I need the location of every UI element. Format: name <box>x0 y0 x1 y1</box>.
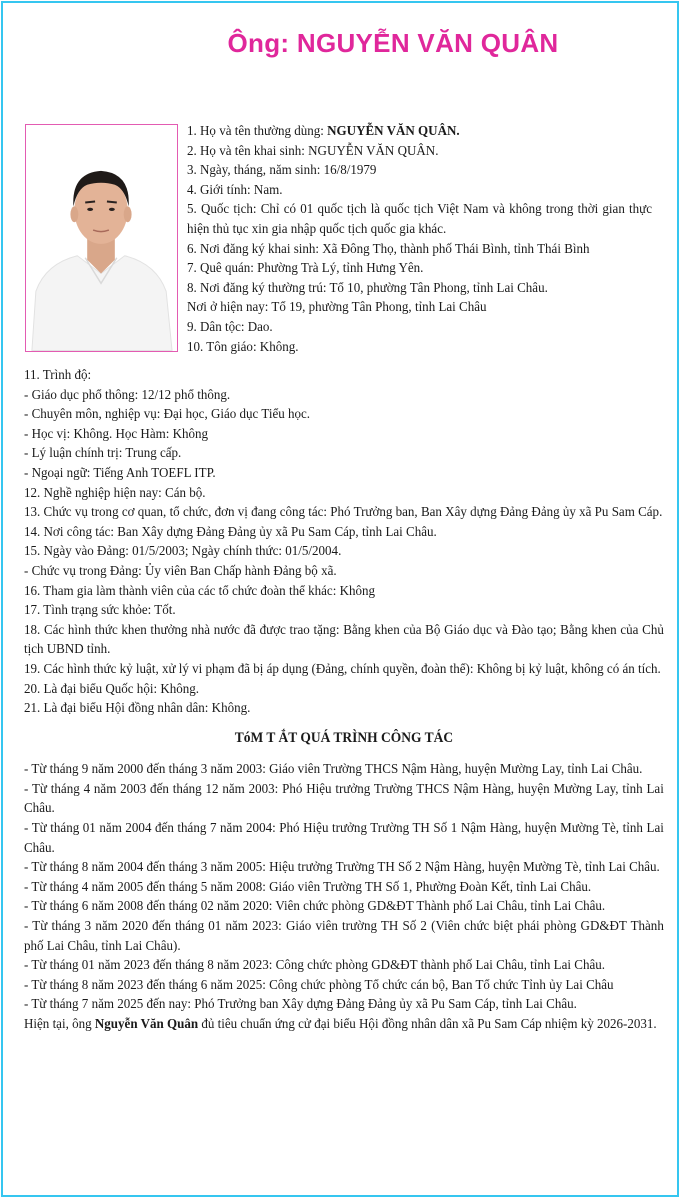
common-name-line: 1. Họ và tên thường dùng: NGUYỄN VĂN QUÂN. <box>187 124 460 139</box>
workplace-line: 14. Nơi công tác: Ban Xây dựng Đảng Đảng ủy xã Pu Sam Cáp, tỉnh Lai Châu. <box>24 524 437 540</box>
birth-date-line: 3. Ngày, tháng, năm sinh: 16/8/1979 <box>187 163 377 179</box>
candidate-name: Nguyễn Văn Quân <box>94 1017 199 1032</box>
career-item: - Từ tháng 8 năm 2004 đến tháng 3 năm 2005: Hiệu trưởng Trường TH Số 2 Nậm Hàng, huyện Mường Tè, tỉnh Lai Châu. <box>24 860 660 876</box>
page-title: Ông: NGUYỄN VĂN QUÂN <box>227 28 559 58</box>
person-silhouette-icon <box>26 125 177 351</box>
career-item: - Từ tháng 4 năm 2003 đến tháng 12 năm 2003: Phó Hiệu trưởng Trường THCS Nậm Hàng, huyện Mường Lay, tỉnh Lai Châu. <box>24 781 664 817</box>
education-heading: 11. Trình độ: <box>24 368 92 383</box>
career-item: - Từ tháng 01 năm 2004 đến tháng 7 năm 2004: Phó Hiệu trưởng Trường TH Số 1 Nậm Hàng, huyện Mường Tè, tỉnh Lai Châu. <box>24 821 664 856</box>
organizations-line: 16. Tham gia làm thành viên của các tổ chức đoàn thể khác: Không <box>24 583 376 599</box>
ethnicity-line: 9. Dân tộc: Dao. <box>187 319 273 335</box>
occupation-line: 12. Nghề nghiệp hiện nay: Cán bộ. <box>24 485 206 501</box>
career-item: - Từ tháng 01 năm 2023 đến tháng 8 năm 2023: Công chức phòng GD&ĐT thành phố Lai Châu, tỉnh Lai Châu. <box>24 958 606 974</box>
closing-statement: Hiện tại, ông Nguyễn Văn Quân đủ tiêu chuẩn ứng cử đại biểu Hội đồng nhân dân xã Pu Sam Cáp nhiệm kỳ 2026-2031. <box>24 1017 657 1032</box>
education-language: - Ngoại ngữ: Tiếng Anh TOEFL ITP. <box>24 465 216 481</box>
nationality-line: 5. Quốc tịch: Chỉ có 01 quốc tịch là quốc tịch Việt Nam và không trong thời gian thực hiện thủ tục xin gia nhập quốc tịch quốc gia khác. <box>187 202 652 237</box>
career-item: - Từ tháng 8 năm 2023 đến tháng 6 năm 2025: Công chức phòng Tổ chức cán bộ, Ban Tổ chức Tỉnh ủy Lai Châu <box>24 977 614 993</box>
gender-line: 4. Giới tính: Nam. <box>187 182 283 198</box>
permanent-residence-line: 8. Nơi đăng ký thường trú: Tổ 10, phường Tân Phong, tỉnh Lai Châu. <box>187 280 548 296</box>
career-item: - Từ tháng 3 năm 2020 đến tháng 01 năm 2023: Giáo viên trường TH Số 2 (Viên chức biệt phái phòng GD&ĐT Thành phố Lai Châu, tỉnh Lai Châu). <box>24 919 664 954</box>
career-summary-heading: TóM T ẮT QUÁ TRÌNH CÔNG TÁC <box>234 729 454 746</box>
career-list <box>24 760 664 1034</box>
hometown-line: 7. Quê quán: Phường Trà Lý, tỉnh Hưng Yên. <box>187 261 424 277</box>
birth-name-line: 2. Họ và tên khai sinh: NGUYỄN VĂN QUÂN. <box>187 143 439 159</box>
education-general: - Giáo dục phổ thông: 12/12 phổ thông. <box>24 387 231 403</box>
party-join-line: 15. Ngày vào Đảng: 01/5/2003; Ngày chính thức: 01/5/2004. <box>24 544 342 560</box>
birth-registration-line: 6. Nơi đăng ký khai sinh: Xã Đông Thọ, thành phố Thái Bình, tỉnh Thái Bình <box>187 241 590 257</box>
current-residence-line: Nơi ở hiện nay: Tổ 19, phường Tân Phong, tỉnh Lai Châu <box>187 300 487 316</box>
health-line: 17. Tình trạng sức khỏe: Tốt. <box>24 603 176 619</box>
education-degree: - Học vị: Không. Học Hàm: Không <box>24 426 209 442</box>
career-item: - Từ tháng 9 năm 2000 đến tháng 3 năm 2003: Giáo viên Trường THCS Nậm Hàng, huyện Mường Lay, tỉnh Lai Châu. <box>24 762 643 778</box>
awards-line: 18. Các hình thức khen thưởng nhà nước đã được trao tặng: Bằng khen của Bộ Giáo dục và Đào tạo; Bằng khen của Chủ tịch UBND tỉnh. <box>24 622 664 658</box>
career-item: - Từ tháng 6 năm 2008 đến tháng 02 năm 2020: Viên chức phòng GD&ĐT Thành phố Lai Châu, tỉnh Lai Châu. <box>24 899 606 915</box>
common-name: NGUYỄN VĂN QUÂN. <box>327 124 460 139</box>
career-item: - Từ tháng 7 năm 2025 đến nay: Phó Trưởng ban Xây dựng Đảng Đảng ủy xã Pu Sam Cáp, tỉnh Lai Châu. <box>24 997 577 1013</box>
career-item: - Từ tháng 4 năm 2005 đến tháng 5 năm 2008: Giáo viên Trường TH Số 1, Phường Đoàn Kết, tỉnh Lai Châu. <box>24 879 592 895</box>
national-assembly-line: 20. Là đại biểu Quốc hội: Không. <box>24 681 200 697</box>
peoples-council-line: 21. Là đại biểu Hội đồng nhân dân: Không. <box>24 701 251 717</box>
party-position-line: - Chức vụ trong Đảng: Ủy viên Ban Chấp hành Đảng bộ xã. <box>24 563 337 579</box>
discipline-line: 19. Các hình thức kỷ luật, xử lý vi phạm đã bị áp dụng (Đảng, chính quyền, đoàn thể): Không bị kỷ luật, không có án tích. <box>24 661 661 677</box>
details-list <box>24 366 664 1035</box>
education-politics: - Lý luận chính trị: Trung cấp. <box>24 446 182 462</box>
portrait-photo <box>25 124 178 352</box>
personal-info <box>187 122 652 357</box>
religion-line: 10. Tôn giáo: Không. <box>187 339 299 355</box>
position-line: 13. Chức vụ trong cơ quan, tổ chức, đơn vị đang công tác: Phó Trưởng ban, Ban Xây dựng Đảng Đảng ủy xã Pu Sam Cáp. <box>24 505 663 521</box>
education-major: - Chuyên môn, nghiệp vụ: Đại học, Giáo dục Tiểu học. <box>24 407 311 423</box>
